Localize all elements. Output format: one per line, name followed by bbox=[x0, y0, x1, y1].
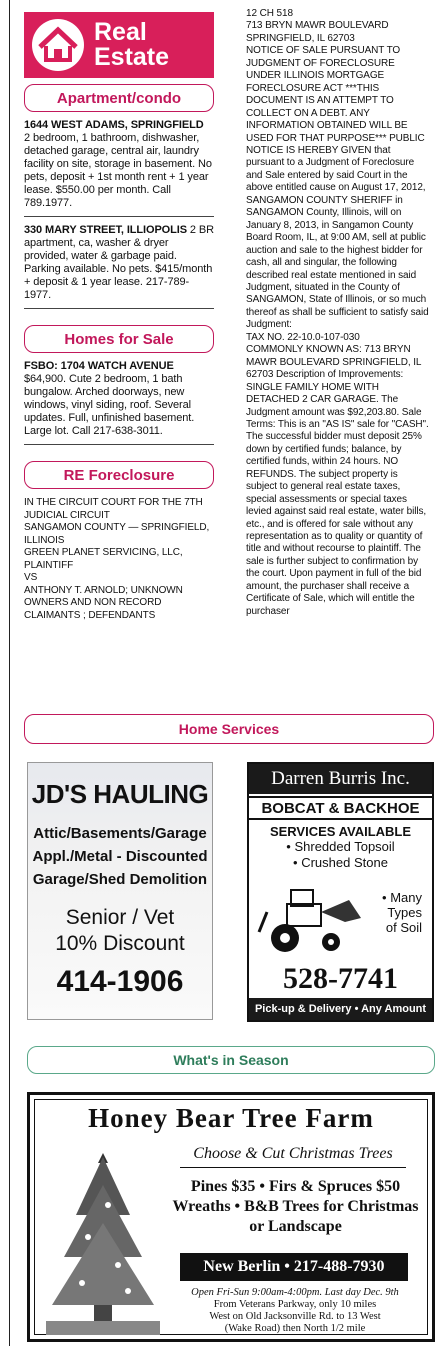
db-item-stone: • Crushed Stone bbox=[293, 855, 388, 870]
ad-darren-burris[interactable] bbox=[247, 762, 434, 1022]
section-foreclosure: RE Foreclosure bbox=[24, 461, 214, 489]
hb-subtitle-rule bbox=[180, 1167, 406, 1168]
jds-senior: Senior / Vet bbox=[65, 906, 175, 929]
divider bbox=[24, 444, 214, 445]
ad-jds-hauling[interactable] bbox=[27, 762, 213, 1020]
jds-line-2: Appl./Metal - Discounted bbox=[32, 848, 208, 865]
section-apartment: Apartment/condo bbox=[24, 84, 214, 112]
real-estate-logo bbox=[24, 12, 214, 78]
listing-apartment-1: 1644 WEST ADAMS, SPRINGFIELD 2 bedroom, 1 bathroom, dishwasher, detached garage, central air, laundry facility on site, storage in basement. No pets, deposit + 1st month rent + 1 year lease. $550.00 per month. Call 789.1977. bbox=[24, 119, 212, 209]
jds-discount: 10% Discount bbox=[55, 932, 185, 955]
left-column bbox=[24, 12, 214, 622]
jds-line-3: Garage/Shed Demolition bbox=[32, 871, 208, 888]
db-phone: 528-7741 bbox=[283, 962, 398, 995]
hb-hours: Open Fri-Sun 9:00am-4:00pm. Last day Dec. 9th From Veterans Parkway, only 10 miles West on Old Jacksonville Rd. to 13 West (Wake Road) then North 1/2 mile bbox=[191, 1287, 399, 1334]
foreclosure-caption: IN THE CIRCUIT COURT FOR THE 7TH JUDICIAL CIRCUIT SANGAMON COUNTY — SPRINGFIELD, ILLINOIS GREEN PLANET SERVICING, LLC, PLAINTIFF VS ANTHONY T. ARNOLD; UNKNOWN OWNERS AND NON RECORD CLAIMANTS ; DEFENDANTS bbox=[24, 497, 210, 621]
christmas-tree-icon bbox=[38, 1145, 168, 1340]
db-footer: Pick-up & Delivery • Any Amount bbox=[249, 998, 432, 1020]
jds-line-1: Attic/Basements/Garage bbox=[33, 825, 207, 842]
divider bbox=[24, 216, 214, 217]
db-name: Darren Burris Inc. bbox=[249, 764, 432, 794]
hb-prices: Pines $35 • Firs & Spruces $50 Wreaths • B&B Trees for Christmas or Landscape bbox=[172, 1178, 419, 1235]
right-column bbox=[246, 8, 431, 618]
db-many-types: • Many Types of Soil bbox=[382, 890, 422, 935]
hb-subtitle: Choose & Cut Christmas Trees bbox=[193, 1145, 393, 1162]
ad-honey-bear-tree-farm[interactable] bbox=[27, 1092, 435, 1342]
hb-location-phone: New Berlin • 217-488-7930 bbox=[180, 1253, 408, 1281]
section-whats-in-season: What's in Season bbox=[27, 1046, 435, 1074]
column-rule bbox=[9, 0, 10, 1346]
listing-apartment-2: 330 MARY STREET, ILLIOPOLIS 2 BR apartment, ca, washer & dryer provided, water & garbage paid. Parking available. No pets. $415/month + deposit & 1 year lease. 217-789-1977. bbox=[24, 224, 214, 301]
section-home-services: Home Services bbox=[24, 714, 434, 744]
divider bbox=[24, 308, 214, 309]
logo-text: Real Estate bbox=[94, 18, 170, 71]
house-icon bbox=[30, 17, 86, 73]
jds-phone: 414-1906 bbox=[56, 965, 184, 998]
hb-title: Honey Bear Tree Farm bbox=[88, 1103, 374, 1133]
foreclosure-notice: 12 CH 518 713 BRYN MAWR BOULEVARD SPRINGFIELD, IL 62703 NOTICE OF SALE PURSUANT TO JUDGMENT OF FORECLOSURE UNDER ILLINOIS MORTGAGE FORECLOSURE ACT ***THIS DOCUMENT IS AN ATTEMPT TO COLLECT ON A DEBT. ANY INFORMATION OBTAINED WILL BE USED FOR THAT PURPOSE*** PUBLIC NOTICE IS HEREBY GIVEN that pursuant to a Judgment of Foreclosure and Sale entered by said Court in the above entitled cause on August 17, 2012, SANGAMON COUNTY SHERIFF in SANGAMON County, Illinois, will on January 8, 2013, in Sangamon County Board Room, IL, at 9:00 AM, sell at public auction and sale to the highest bidder for cash, all and singular, the following described real estate mentioned in said Judgment, situated in the County of SANGAMON, State of Illinois, or so much thereof as shall be sufficient to satisfy said Judgment: TAX NO. 22-10.0-107-030 COMMONLY KNOWN AS: 713 BRYN MAWR BOULEVARD SPRINGFIELD, IL 62703 Description of Improvements: SINGLE FAMILY HOME WITH DETACHED 2 CAR GARAGE. The Judgment amount was $92,203.80. Sale Terms: This is an "AS IS" sale for "CASH". The successful bidder must deposit 25% down by certified funds; balance, by certified funds, within 24 hours. NO REFUNDS. The subject property is subject to general real estate taxes, special assessments or special taxes levied against said real estate, water bills, etc., and is offered for sale without any representation as to quality or quantity of title and without recourse to plaintiff. The sale is further subject to confirmation by the court. Upon payment in full of the bid amount, the purchaser shall receive a Certificate of Sale, which will entitle the purchaser bbox=[246, 8, 429, 617]
db-bobcat: BOBCAT & BACKHOE bbox=[249, 796, 432, 820]
db-item-topsoil: • Shredded Topsoil bbox=[286, 839, 395, 854]
db-services: SERVICES AVAILABLE bbox=[269, 824, 412, 839]
tractor-icon bbox=[257, 882, 367, 954]
listing-home-1: FSBO: 1704 WATCH AVENUE $64,900. Cute 2 bedroom, 1 bath bungalow. Arched doorways, new windows, vinyl siding, roof. Several updates. Full, unfinished basement. Large lot. Call 217-638-3011. bbox=[24, 360, 195, 437]
jds-title: JD'S HAULING bbox=[31, 779, 209, 809]
section-homes: Homes for Sale bbox=[24, 325, 214, 353]
